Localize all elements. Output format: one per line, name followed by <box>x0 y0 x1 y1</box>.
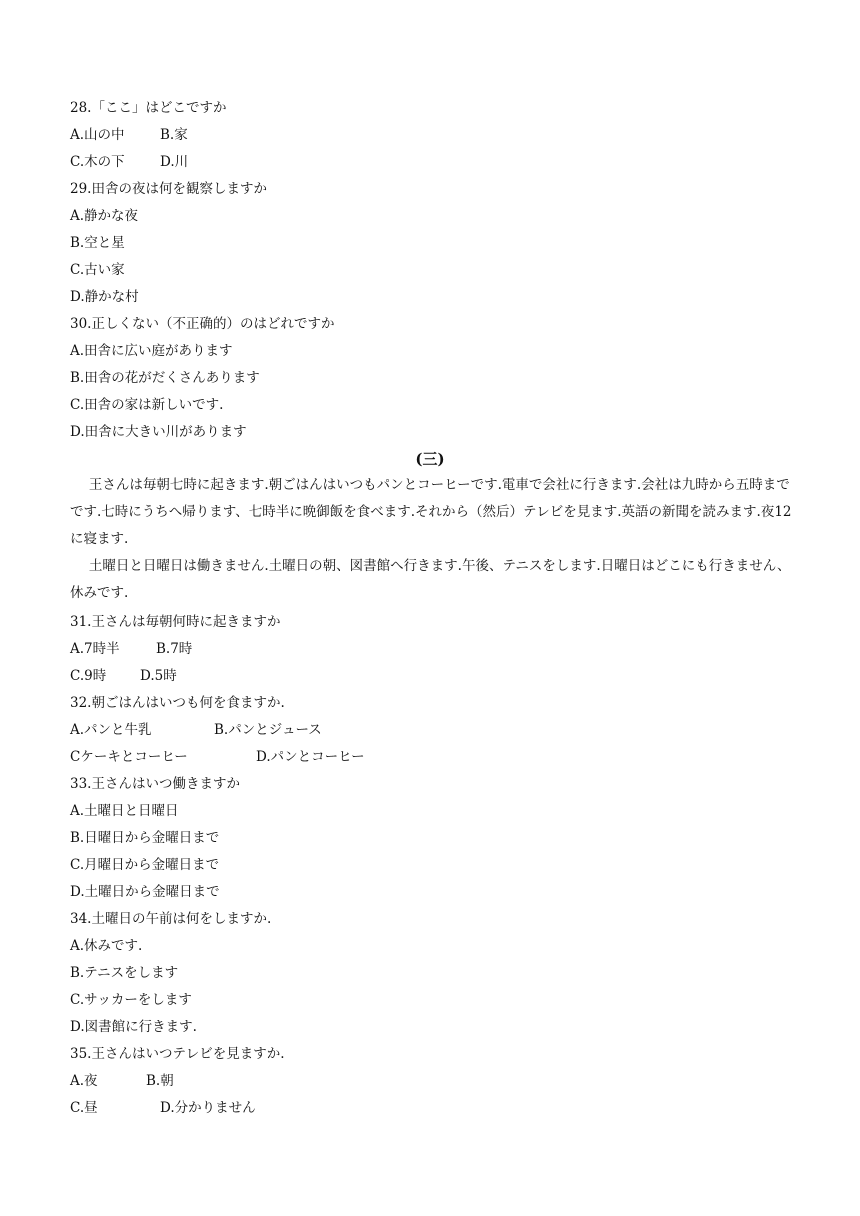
option-a: A.田舎に広い庭があります <box>70 343 233 359</box>
option-a: A.パンと牛乳 <box>70 722 152 738</box>
option-d: D.田舎に大きい川があります <box>70 424 247 440</box>
option-d: D.パンとコーヒー <box>256 749 365 765</box>
question-30: 30.正しくない（不正确的）のはどれですか <box>70 316 335 332</box>
options-row <box>70 748 365 766</box>
option-a: A.休みです. <box>70 938 143 954</box>
option-d: D.静かな村 <box>70 289 139 305</box>
question-34: 34.土曜日の午前は何をしますか. <box>70 911 272 927</box>
option-d: D.分かりません <box>160 1100 256 1116</box>
option-b: B.パンとジュース <box>214 722 322 738</box>
option-b: B.朝 <box>146 1073 174 1089</box>
question-29: 29.田舎の夜は何を観察しますか <box>70 181 267 197</box>
options-row <box>70 1099 256 1117</box>
option-c: C.田舎の家は新しいです. <box>70 397 224 413</box>
option-c: Cケーキとコーヒー <box>70 749 188 765</box>
question-32: 32.朝ごはんはいつも何を食ますか. <box>70 695 285 711</box>
options-row <box>70 153 188 171</box>
option-b: B.日曜日から金曜日まで <box>70 830 220 846</box>
options-row <box>70 721 322 739</box>
option-b: B.家 <box>160 127 188 143</box>
section-heading: (三) <box>415 450 445 468</box>
option-c: C.サッカーをします <box>70 992 192 1008</box>
option-a: A.7時半 <box>70 641 120 657</box>
option-c: C.月曜日から金曜日まで <box>70 857 220 873</box>
options-row <box>70 126 188 144</box>
option-a: A.夜 <box>70 1073 98 1089</box>
option-d: D.図書館に行きます. <box>70 1019 197 1035</box>
options-row <box>70 1072 174 1090</box>
option-b: B.7時 <box>156 641 193 657</box>
option-d: D.川 <box>160 154 189 170</box>
option-d: D.5時 <box>140 668 177 684</box>
reading-paragraph-2: 土曜日と日曜日は働きません.土曜日の朝、図書館へ行きます.午後、テニスをします.日曜日はどこにも行きません、休みです. <box>70 558 791 601</box>
option-a: A.山の中 <box>70 127 125 143</box>
question-33: 33.王さんはいつ働きますか <box>70 776 240 792</box>
question-31: 31.王さんは毎朝何時に起きますか <box>70 614 281 630</box>
options-row <box>70 667 177 685</box>
option-a: A.静かな夜 <box>70 208 139 224</box>
reading-paragraph-1: 王さんは毎朝七時に起きます.朝ごはんはいつもパンとコーヒーです.電車で会社に行きます.会社は九時から五時までです.七時にうちへ帰ります、七時半に晩御飯を食べます.それから（然后）テレビを見ます.英語の新聞を読みます.夜12に寝ます. <box>70 477 792 547</box>
option-c: C.木の下 <box>70 154 125 170</box>
option-b: B.田舎の花がだくさんあります <box>70 370 260 386</box>
option-c: C.9時 <box>70 668 107 684</box>
option-b: B.空と星 <box>70 235 125 251</box>
option-d: D.土曜日から金曜日まで <box>70 884 220 900</box>
question-35: 35.王さんはいつテレビを見ますか. <box>70 1046 285 1062</box>
options-row <box>70 640 192 658</box>
option-c: C.昼 <box>70 1100 98 1116</box>
option-b: B.テニスをします <box>70 965 179 981</box>
option-a: A.土曜日と日曜日 <box>70 803 179 819</box>
question-28: 28.「ここ」はどこですか <box>70 100 227 116</box>
option-c: C.古い家 <box>70 262 125 278</box>
